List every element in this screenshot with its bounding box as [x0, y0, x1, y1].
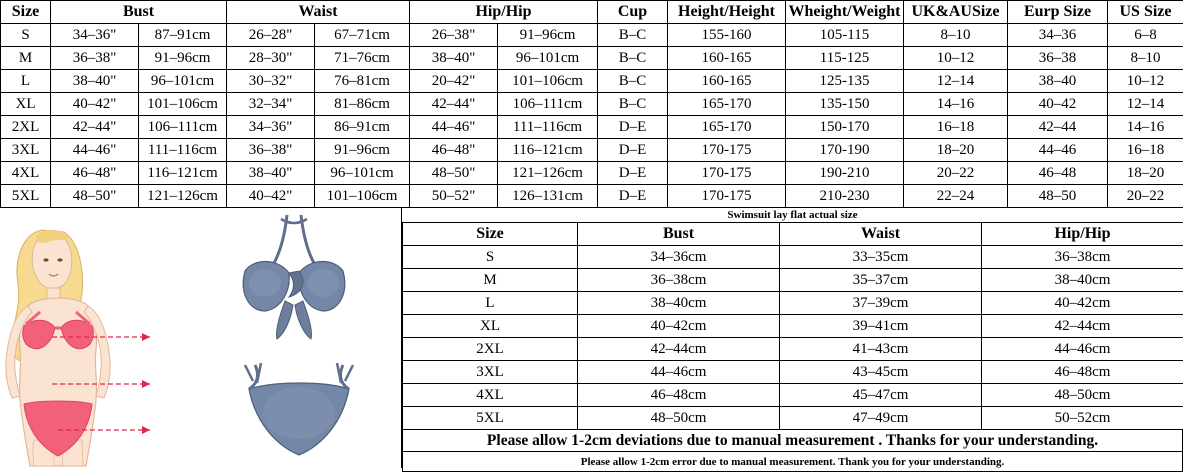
cell-bust-in: 44–46": [51, 139, 139, 162]
cell-height: 170-175: [668, 185, 786, 208]
cell-us: 10–12: [1108, 70, 1183, 93]
cell-eurp: 48–50: [1008, 185, 1108, 208]
cell-us: 16–18: [1108, 139, 1183, 162]
table-row: [1, 185, 1183, 208]
flat-table-header-row: [403, 223, 1183, 246]
cell-hip-cm: 111–116cm: [498, 116, 598, 139]
lower-section: [0, 208, 1183, 468]
flat-cell-hip: 48–50cm: [982, 384, 1183, 407]
table-row: [1, 139, 1183, 162]
cell-waist-in: 38–40": [227, 162, 315, 185]
cell-ukau: 20–22: [904, 162, 1008, 185]
cell-eurp: 34–36: [1008, 24, 1108, 47]
cell-us: 8–10: [1108, 47, 1183, 70]
cell-bust-in: 46–48": [51, 162, 139, 185]
cell-us: 14–16: [1108, 116, 1183, 139]
cell-ukau: 8–10: [904, 24, 1008, 47]
header-size: Size: [1, 1, 51, 24]
cell-ukau: 10–12: [904, 47, 1008, 70]
flat-header-size: Size: [403, 223, 578, 246]
cell-hip-in: 42–44": [410, 93, 498, 116]
cell-bust-cm: 111–116cm: [139, 139, 227, 162]
table-row: [403, 246, 1183, 269]
cell-waist-in: 32–34": [227, 93, 315, 116]
cell-bust-in: 36–38": [51, 47, 139, 70]
table-row: [403, 292, 1183, 315]
cell-hip-cm: 126–131cm: [498, 185, 598, 208]
measurement-note-primary: Please allow 1-2cm deviations due to manual measurement . Thanks for your understanding.: [402, 430, 1183, 452]
cell-hip-in: 26–38": [410, 24, 498, 47]
flat-cell-waist: 39–41cm: [780, 315, 982, 338]
header-waist: Waist: [227, 1, 410, 24]
cell-height: 155-160: [668, 24, 786, 47]
flat-measurement-panel: [402, 208, 1183, 468]
bikini-product-figure: [215, 213, 385, 463]
cell-hip-in: 20–42": [410, 70, 498, 93]
cell-cup: B–C: [598, 47, 668, 70]
cell-cup: B–C: [598, 24, 668, 47]
cell-ukau: 18–20: [904, 139, 1008, 162]
flat-cell-size: XL: [403, 315, 578, 338]
cell-weight: 115-125: [786, 47, 904, 70]
cell-ukau: 12–14: [904, 70, 1008, 93]
cell-bust-in: 34–36": [51, 24, 139, 47]
table-row: [403, 338, 1183, 361]
cell-height: 160-165: [668, 70, 786, 93]
cell-waist-cm: 81–86cm: [315, 93, 410, 116]
cell-waist-in: 36–38": [227, 139, 315, 162]
cell-waist-cm: 86–91cm: [315, 116, 410, 139]
cell-cup: D–E: [598, 162, 668, 185]
cell-us: 6–8: [1108, 24, 1183, 47]
cell-waist-in: 28–30": [227, 47, 315, 70]
cell-waist-cm: 76–81cm: [315, 70, 410, 93]
flat-cell-size: 2XL: [403, 338, 578, 361]
flat-cell-waist: 41–43cm: [780, 338, 982, 361]
cell-eurp: 42–44: [1008, 116, 1108, 139]
cell-waist-in: 40–42": [227, 185, 315, 208]
flat-cell-hip: 46–48cm: [982, 361, 1183, 384]
cell-hip-cm: 106–111cm: [498, 93, 598, 116]
cell-bust-cm: 101–106cm: [139, 93, 227, 116]
cell-waist-in: 30–32": [227, 70, 315, 93]
cell-weight: 135-150: [786, 93, 904, 116]
flat-cell-bust: 46–48cm: [578, 384, 780, 407]
cell-hip-cm: 116–121cm: [498, 139, 598, 162]
cell-cup: B–C: [598, 93, 668, 116]
main-table-header-row: [1, 1, 1183, 24]
flat-cell-bust: 40–42cm: [578, 315, 780, 338]
flat-cell-size: 4XL: [403, 384, 578, 407]
table-row: [403, 361, 1183, 384]
cell-hip-cm: 91–96cm: [498, 24, 598, 47]
cell-cup: D–E: [598, 185, 668, 208]
cell-hip-cm: 121–126cm: [498, 162, 598, 185]
cell-hip-in: 44–46": [410, 116, 498, 139]
cell-bust-cm: 116–121cm: [139, 162, 227, 185]
cell-bust-in: 48–50": [51, 185, 139, 208]
cell-height: 170-175: [668, 162, 786, 185]
measurement-note-secondary: Please allow 1-2cm error due to manual measurement. Thank you for your understanding.: [402, 452, 1183, 472]
cell-cup: D–E: [598, 139, 668, 162]
cell-weight: 150-170: [786, 116, 904, 139]
cell-bust-in: 38–40": [51, 70, 139, 93]
flat-cell-hip: 44–46cm: [982, 338, 1183, 361]
cell-eurp: 44–46: [1008, 139, 1108, 162]
cell-bust-cm: 96–101cm: [139, 70, 227, 93]
cell-bust-in: 40–42": [51, 93, 139, 116]
flat-cell-hip: 50–52cm: [982, 407, 1183, 430]
header-eurp-size: Eurp Size: [1008, 1, 1108, 24]
cell-ukau: 22–24: [904, 185, 1008, 208]
cell-height: 170-175: [668, 139, 786, 162]
flat-cell-hip: 38–40cm: [982, 269, 1183, 292]
cell-hip-in: 46–48": [410, 139, 498, 162]
flat-cell-waist: 45–47cm: [780, 384, 982, 407]
flat-size-table: [402, 222, 1183, 430]
cell-hip-cm: 101–106cm: [498, 70, 598, 93]
cell-waist-cm: 67–71cm: [315, 24, 410, 47]
flat-header-waist: Waist: [780, 223, 982, 246]
header-cup: Cup: [598, 1, 668, 24]
cell-eurp: 36–38: [1008, 47, 1108, 70]
cell-hip-in: 50–52": [410, 185, 498, 208]
cell-waist-cm: 71–76cm: [315, 47, 410, 70]
table-row: [1, 70, 1183, 93]
table-row: [403, 407, 1183, 430]
cell-ukau: 16–18: [904, 116, 1008, 139]
cell-us: 18–20: [1108, 162, 1183, 185]
flat-cell-waist: 43–45cm: [780, 361, 982, 384]
flat-cell-waist: 35–37cm: [780, 269, 982, 292]
flat-cell-size: 5XL: [403, 407, 578, 430]
flat-cell-bust: 42–44cm: [578, 338, 780, 361]
flat-cell-hip: 40–42cm: [982, 292, 1183, 315]
flat-cell-bust: 34–36cm: [578, 246, 780, 269]
cell-eurp: 38–40: [1008, 70, 1108, 93]
flat-cell-waist: 33–35cm: [780, 246, 982, 269]
main-size-table: [0, 0, 1183, 208]
cell-cup: B–C: [598, 70, 668, 93]
header-bust: Bust: [51, 1, 227, 24]
cell-hip-in: 48–50": [410, 162, 498, 185]
cell-size: 4XL: [1, 162, 51, 185]
cell-weight: 210-230: [786, 185, 904, 208]
cell-hip-in: 38–40": [410, 47, 498, 70]
flat-cell-bust: 36–38cm: [578, 269, 780, 292]
header-us-size: US Size: [1108, 1, 1183, 24]
flat-cell-size: M: [403, 269, 578, 292]
flat-cell-hip: 36–38cm: [982, 246, 1183, 269]
cell-hip-cm: 96–101cm: [498, 47, 598, 70]
cell-waist-cm: 91–96cm: [315, 139, 410, 162]
cell-size: L: [1, 70, 51, 93]
cell-size: 5XL: [1, 185, 51, 208]
flat-header-bust: Bust: [578, 223, 780, 246]
illustrations-panel: [0, 208, 402, 468]
header-uk-au-size: UK&AUSize: [904, 1, 1008, 24]
header-hip: Hip/Hip: [410, 1, 598, 24]
swimsuit-flat-caption: Swimsuit lay flat actual size: [402, 208, 1183, 222]
flat-cell-hip: 42–44cm: [982, 315, 1183, 338]
cell-us: 12–14: [1108, 93, 1183, 116]
cell-size: M: [1, 47, 51, 70]
header-height: Height/Height: [668, 1, 786, 24]
table-row: [1, 93, 1183, 116]
flat-cell-bust: 44–46cm: [578, 361, 780, 384]
flat-cell-waist: 37–39cm: [780, 292, 982, 315]
cell-weight: 125-135: [786, 70, 904, 93]
table-row: [1, 116, 1183, 139]
flat-cell-size: 3XL: [403, 361, 578, 384]
table-row: [403, 384, 1183, 407]
flat-cell-size: L: [403, 292, 578, 315]
cell-bust-in: 42–44": [51, 116, 139, 139]
table-row: [1, 162, 1183, 185]
cell-waist-in: 34–36": [227, 116, 315, 139]
cell-eurp: 46–48: [1008, 162, 1108, 185]
cell-bust-cm: 106–111cm: [139, 116, 227, 139]
cell-ukau: 14–16: [904, 93, 1008, 116]
header-weight: Wheight/Weight: [786, 1, 904, 24]
cell-us: 20–22: [1108, 185, 1183, 208]
table-row: [1, 24, 1183, 47]
cell-height: 165-170: [668, 116, 786, 139]
table-row: [403, 315, 1183, 338]
flat-cell-bust: 48–50cm: [578, 407, 780, 430]
flat-cell-waist: 47–49cm: [780, 407, 982, 430]
cell-cup: D–E: [598, 116, 668, 139]
cell-bust-cm: 121–126cm: [139, 185, 227, 208]
cell-waist-in: 26–28": [227, 24, 315, 47]
flat-header-hip: Hip/Hip: [982, 223, 1183, 246]
cell-eurp: 40–42: [1008, 93, 1108, 116]
cell-weight: 170-190: [786, 139, 904, 162]
cell-size: 2XL: [1, 116, 51, 139]
cell-size: S: [1, 24, 51, 47]
cell-waist-cm: 101–106cm: [315, 185, 410, 208]
cell-bust-cm: 91–96cm: [139, 47, 227, 70]
cell-bust-cm: 87–91cm: [139, 24, 227, 47]
cell-weight: 105-115: [786, 24, 904, 47]
cell-size: XL: [1, 93, 51, 116]
flat-cell-bust: 38–40cm: [578, 292, 780, 315]
cell-size: 3XL: [1, 139, 51, 162]
table-row: [403, 269, 1183, 292]
cell-waist-cm: 96–101cm: [315, 162, 410, 185]
table-row: [1, 47, 1183, 70]
cell-height: 165-170: [668, 93, 786, 116]
cell-weight: 190-210: [786, 162, 904, 185]
cell-height: 160-165: [668, 47, 786, 70]
flat-cell-size: S: [403, 246, 578, 269]
